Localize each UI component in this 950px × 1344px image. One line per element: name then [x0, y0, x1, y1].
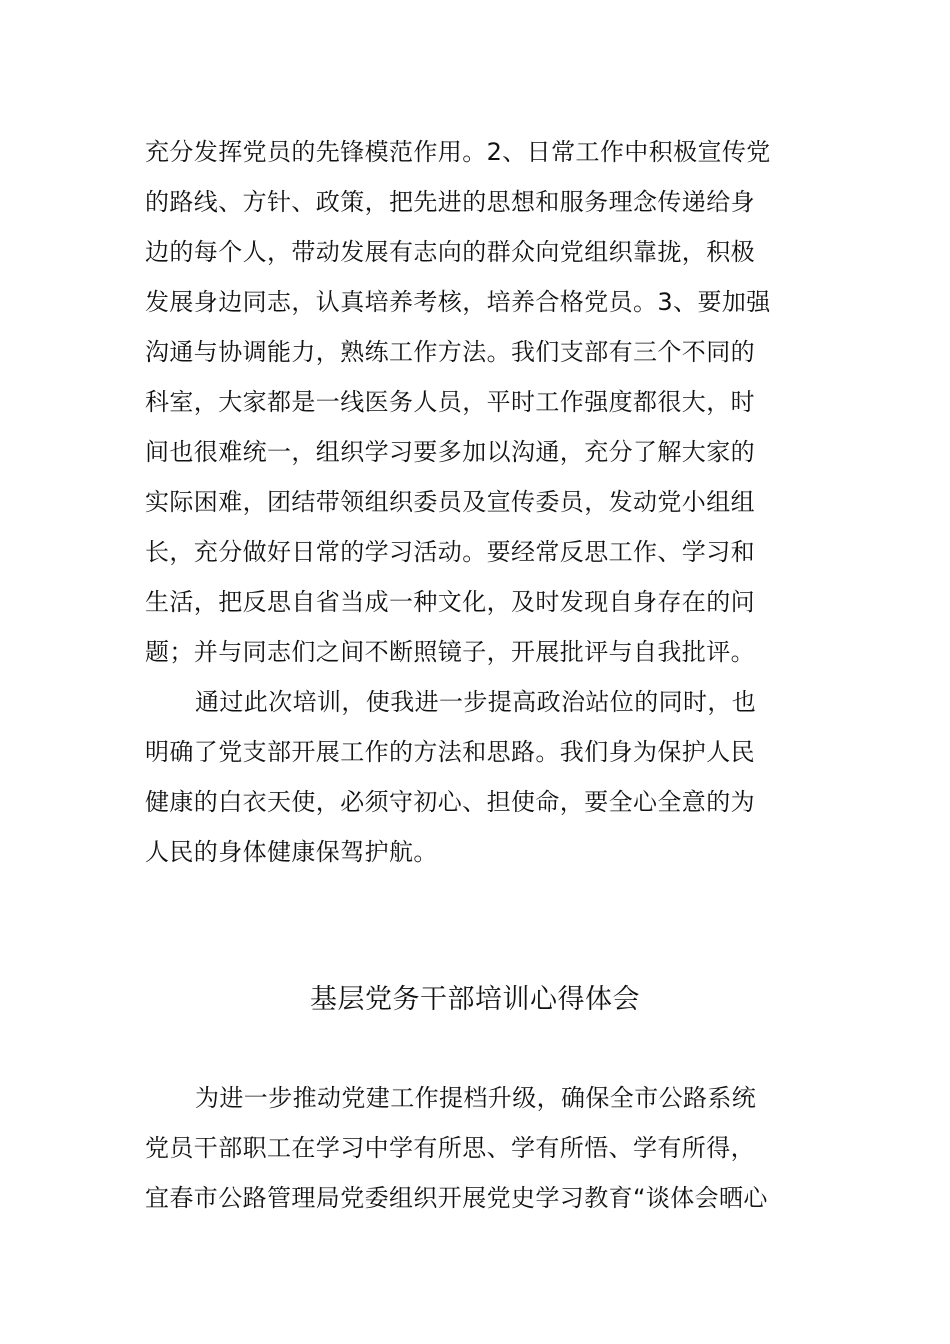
text-line: 健康的白衣天使，必须守初心、担使命，要全心全意的为 [145, 788, 755, 816]
text-line: 人民的身体健康保驾护航。 [145, 838, 438, 866]
body-text-block [145, 127, 805, 877]
text-line: 的路线、方针、政策，把先进的思想和服务理念传递给身 [145, 188, 755, 216]
intro-text-block [145, 1073, 805, 1223]
text-line: 发展身边同志，认真培养考核，培养合格党员。3、要加强 [145, 288, 771, 316]
text-line: 科室，大家都是一线医务人员，平时工作强度都很大，时 [145, 388, 755, 416]
closing-paragraph [145, 677, 805, 877]
text-line: 边的每个人，带动发展有志向的群众向党组织靠拢，积极 [145, 238, 755, 266]
text-line: 实际困难，团结带领组织委员及宣传委员，发动党小组组 [145, 488, 755, 516]
text-line: 间也很难统一，组织学习要多加以沟通，充分了解大家的 [145, 438, 755, 466]
text-line: 为进一步推动党建工作提档升级，确保全市公路系统 [195, 1084, 757, 1112]
continuation-paragraph [145, 127, 805, 677]
intro-paragraph [145, 1073, 805, 1223]
text-line: 长，充分做好日常的学习活动。要经常反思工作、学习和 [145, 538, 755, 566]
text-line: 通过此次培训，使我进一步提高政治站位的同时，也 [195, 688, 757, 716]
text-line: 生活，把反思自省当成一种文化，及时发现自身存在的问 [145, 588, 755, 616]
section-title: 基层党务干部培训心得体会 [310, 984, 640, 1015]
text-line: 题；并与同志们之间不断照镜子，开展批评与自我批评。 [145, 638, 755, 666]
text-line: 沟通与协调能力，熟练工作方法。我们支部有三个不同的 [145, 338, 755, 366]
text-line: 明确了党支部开展工作的方法和思路。我们身为保护人民 [145, 738, 755, 766]
text-line: 党员干部职工在学习中学有所思、学有所悟、学有所得， [145, 1134, 755, 1162]
text-line: 充分发挥党员的先锋模范作用。2、日常工作中积极宣传党 [145, 138, 771, 166]
text-line: 宜春市公路管理局党委组织开展党史学习教育“谈体会晒心 [145, 1184, 768, 1212]
